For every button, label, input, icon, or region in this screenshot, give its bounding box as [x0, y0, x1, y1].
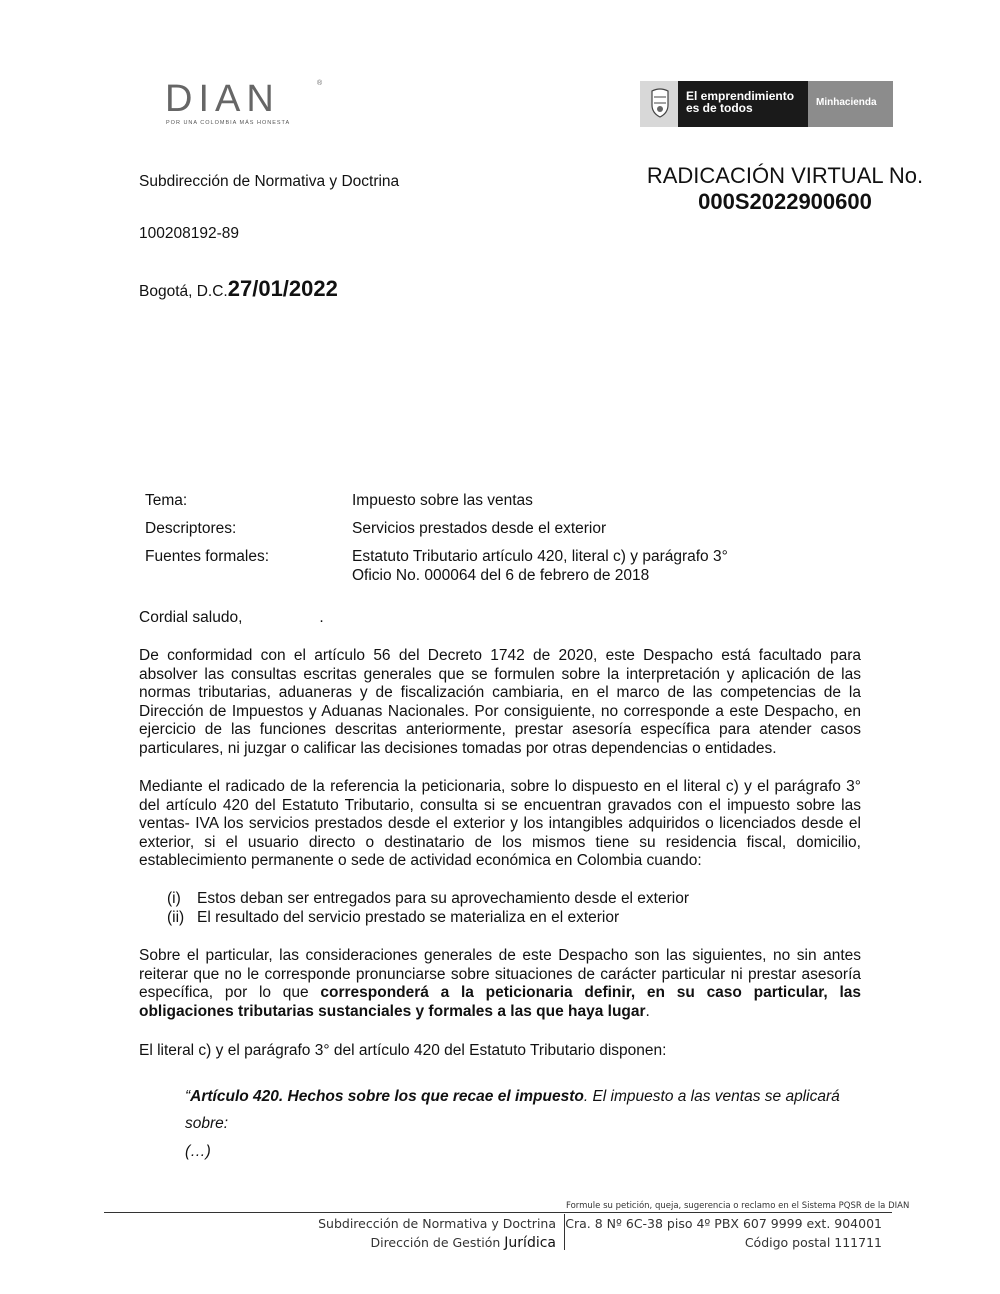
footer-office: Subdirección de Normativa y Doctrina: [318, 1216, 556, 1231]
meta-row: [145, 548, 728, 585]
considerations-end: .: [645, 1002, 650, 1020]
city: Bogotá, D.C.: [139, 283, 228, 300]
reference-number: 100208192-89: [139, 225, 239, 242]
footer-divider: [104, 1212, 892, 1213]
meta-value-group: [352, 548, 728, 585]
footer-right-block: [565, 1214, 882, 1252]
meta-label: Descriptores:: [145, 520, 237, 537]
article-quote: [185, 1083, 861, 1137]
meta-label: Tema:: [145, 492, 188, 509]
date: 27/01/2022: [227, 276, 338, 301]
pqsr-note: Formule su petición, queja, sugerencia o reclamo en el Sistema PQSR de la DIAN: [566, 1201, 910, 1211]
dian-logo: [165, 80, 325, 130]
paragraph-query: Mediante el radicado de la referencia la peticionaria, sobre lo dispuesto en el literal c) y el parágrafo 3° del artículo 420 del Estatuto Tributario, consulta si se encuentran gravados con el impuesto sobre las ventas- IVA los servicios prestados desde el exterior y los intangibles adquiridos o licenciados desde el exterior, si el usuario directo o destinatario de los mismos tiene su residencia fiscal, domicilio, establecimiento permanente o sede de actividad económica en Colombia cuando:: [139, 778, 861, 869]
meta-value-2: Oficio No. 000064 del 6 de febrero de 2018: [352, 566, 650, 584]
meta-row: [145, 492, 728, 520]
coat-of-arms-icon: [650, 87, 670, 119]
greeting-line: [139, 609, 324, 628]
dian-logo-text: DIAN: [165, 78, 280, 120]
footer-direction-text: Dirección de Gestión: [370, 1235, 505, 1250]
dian-tagline: POR UNA COLOMBIA MÁS HONESTA: [166, 120, 291, 126]
list-item-text: Estos deban ser entregados para su aprovechamiento desde el exterior: [197, 890, 689, 907]
footer-direction: [318, 1233, 556, 1253]
date-line: [139, 276, 338, 302]
meta-value: Estatuto Tributario artículo 420, literal c) y parágrafo 3°: [352, 548, 728, 565]
list-item-text: El resultado del servicio prestado se materializa en el exterior: [197, 908, 620, 926]
paragraph-competence: De conformidad con el artículo 56 del Decreto 1742 de 2020, este Despacho está facultado para absolver las consultas escritas generales que se formulen sobre la interpretación y aplicación de las normas tributarias, aduaneras y de fiscalización cambiaria, en el marco de las competencias de la Dirección de Impuestos y Aduanas Nacionales. Por consiguiente, no corresponde a este Despacho, en ejercicio de las funciones descritas anteriormente, prestar asesoría específica para atender casos particulares, ni juzgar o calificar las decisiones tomadas por otras dependencias o entidades.: [139, 647, 861, 757]
list-item: [167, 909, 867, 928]
minhacienda-logo: [640, 81, 893, 127]
paragraph-provisions: El literal c) y el parágrafo 3° del artículo 420 del Estatuto Tributario disponen:: [139, 1042, 667, 1059]
footer-direction-emphasis: Jurídica: [504, 1235, 556, 1251]
meta-table: [145, 492, 728, 585]
registered-mark: ®: [317, 80, 323, 87]
list-item-number: (i): [167, 890, 181, 907]
conditions-list: [167, 890, 867, 927]
greeting: Cordial saludo,: [139, 609, 243, 626]
considerations-bold: corresponderá a la peticionaria definir, en su caso particular, las obligaciones tributarias sustanciales y formales a las que haya lugar: [139, 984, 861, 1020]
minhacienda-slogan-2: es de todos: [686, 101, 753, 115]
meta-value: Servicios prestados desde el exterior: [352, 520, 607, 537]
list-item: [167, 890, 867, 909]
meta-label: Fuentes formales:: [145, 548, 270, 565]
footer-postal-code: Código postal 111711: [744, 1235, 882, 1250]
greeting-dot: .: [319, 609, 324, 626]
meta-row: [145, 520, 728, 548]
paragraph-considerations: [139, 947, 861, 1021]
list-item-number: (ii): [167, 908, 185, 926]
quote-ellipsis: (…): [185, 1143, 211, 1160]
radicacion-label: RADICACIÓN VIRTUAL No.: [646, 163, 924, 188]
minhacienda-brand: Minhacienda: [816, 97, 877, 108]
quote-text: . El impuesto a las ventas se aplicará sobre:: [185, 1088, 840, 1132]
sender-office: Subdirección de Normativa y Doctrina: [139, 173, 400, 190]
footer-left-block: [318, 1214, 556, 1253]
quote-open: “: [185, 1088, 191, 1105]
radicacion-number: 000S2022900600: [698, 189, 872, 214]
meta-value: Impuesto sobre las ventas: [352, 492, 533, 509]
considerations-text: Sobre el particular, las consideraciones generales de este Despacho son las siguientes, no sin antes reiterar que no le corresponde pronunciarse sobre situaciones de carácter particular ni prestar asesoría específica, por lo que: [139, 947, 861, 1001]
footer-address: Cra. 8 Nº 6C-38 piso 4º PBX 607 9999 ext. 904001: [565, 1216, 882, 1231]
minhacienda-slogan-1: El emprendimiento: [686, 89, 795, 103]
quote-article-title: Artículo 420. Hechos sobre los que recae el impuesto: [190, 1088, 584, 1105]
